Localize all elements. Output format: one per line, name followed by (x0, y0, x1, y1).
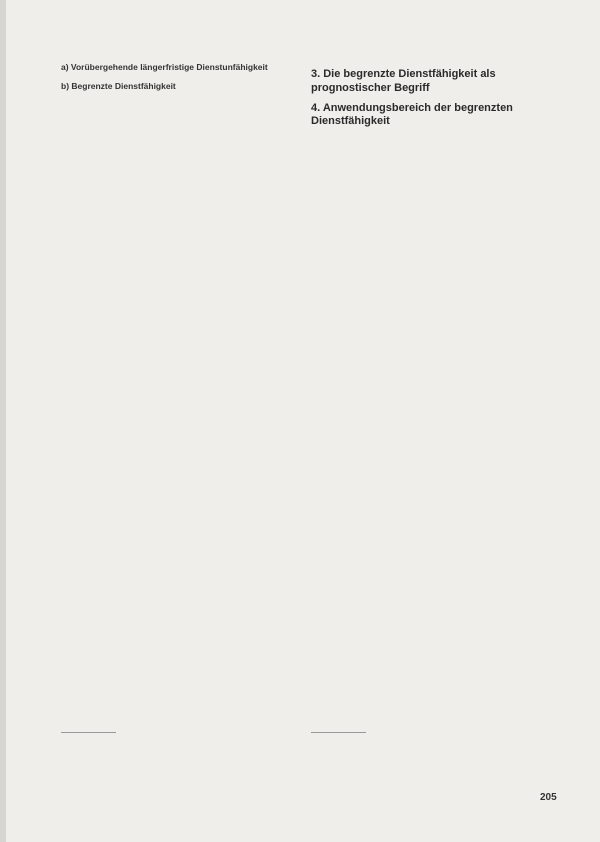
page-number: 205 (540, 792, 557, 803)
footnote-rule-right (311, 732, 366, 733)
footnote-rule-left (61, 732, 116, 733)
section-b-heading: b) Begrenzte Dienstfähigkeit (61, 80, 176, 91)
section-4-heading: 4. Anwendungsbereich der begrenzten Dienstfähigkeit (311, 101, 513, 128)
right-column (311, 62, 551, 135)
footnote-right-2 (311, 762, 551, 770)
footnote-left-2 (61, 754, 301, 762)
document-page (6, 0, 600, 842)
left-column (61, 62, 301, 97)
footnote-left-3 (61, 770, 301, 778)
footnote-right-1 (311, 744, 551, 752)
section-a-heading: a) Vorübergehende längerfristige Dienstunfähigkeit (61, 62, 268, 72)
footnote-left-1 (61, 738, 301, 746)
section-3-heading: 3. Die begrenzte Dienstfähigkeit als prognostischer Begriff (311, 68, 496, 94)
